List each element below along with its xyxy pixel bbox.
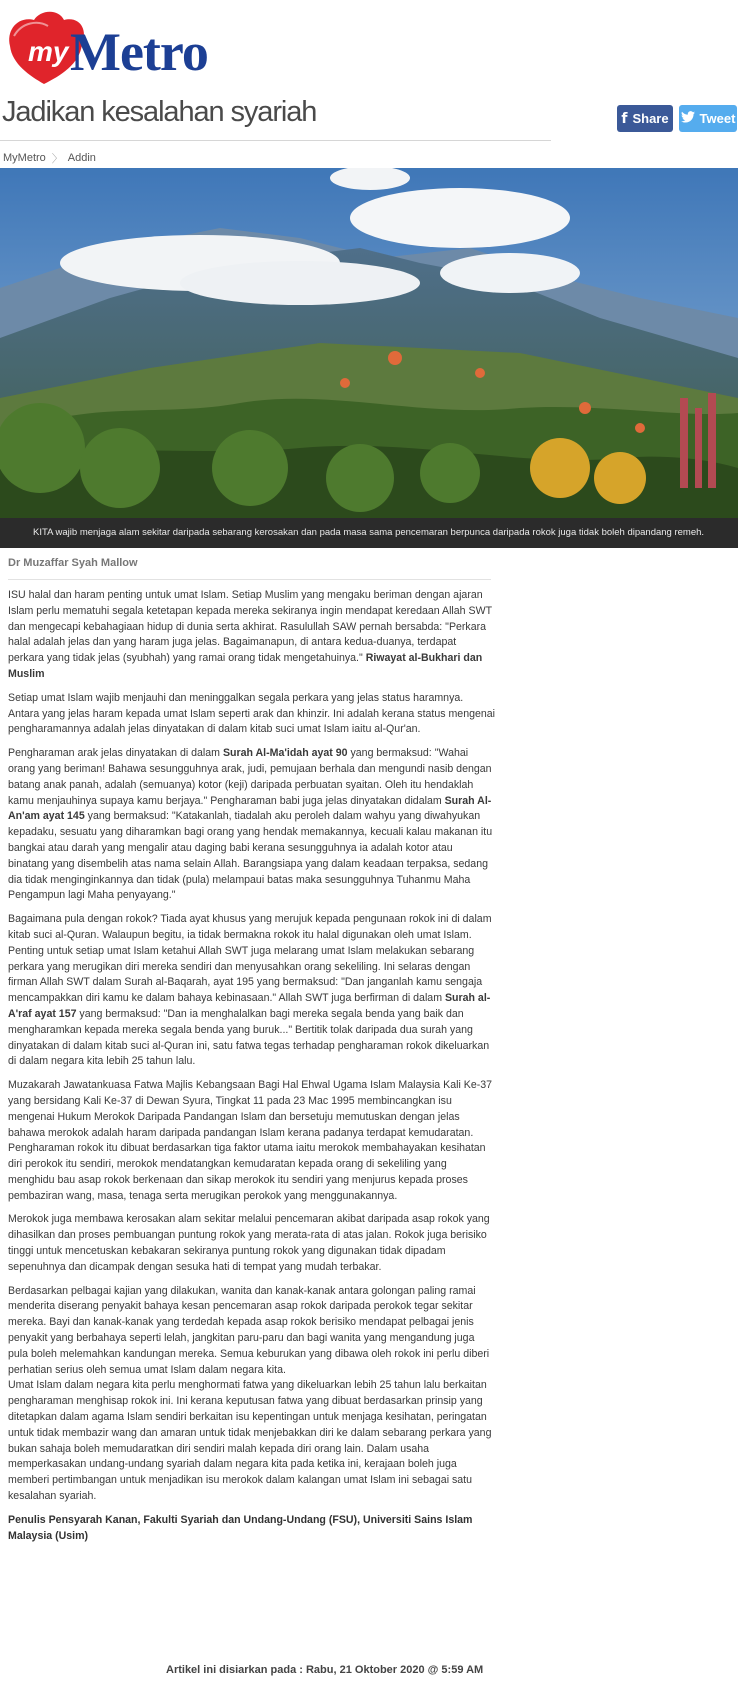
paragraph-7: Berdasarkan pelbagai kajian yang dilakukan, wanita dan kanak-kanak antara golongan paling ramai menderita diserang penyakit bahaya kesan pencemaran asap rokok daripada perokok tegar sekitar mereka. Bayi dan kanak-kanak yang terdedah kepada asap rokok berisiko mendapat pelbagai jenis penyakit yang berbahaya seperti lelah, jangkitan paru-paru dan bagi wanita yang mengandung juga pula boleh melemahkan kandungan mereka. Semua keburukan yang dibawa oleh rokok ini perlu diberi perhatian serius oleh semua umat Islam dalam negara kita.	[8, 1284, 490, 1376]
paragraph-8: Umat Islam dalam negara kita perlu menghormati fatwa yang dikeluarkan lebih 25 tahun lalu berkaitan pengharaman menghisap rokok ini. Ini kerana keputusan fatwa yang dibuat berdasarkan prinsip yang ditetapkan dalam agama Islam sendiri berkaitan isu kepentingan untuk menjaga kesihatan, peringatan untuk tidak membazir wang dan amaran untuk tidak menjebakkan diri ke dalam sebarang perkara yang bukan sahaja boleh memudaratkan diri sendiri malah kepada diri orang lain. Dalam usaha memperkasakan undang-undang syariah dalam negara kita pada ketika ini, kerajaan boleh juga memberi pertimbangan untuk menjadikan isu merokok dalam kalangan umat Islam ini sebagai satu kesalahan syariah.	[8, 1379, 492, 1503]
author-divider	[8, 579, 491, 580]
paragraph-5: Muzakarah Jawatankuasa Fatwa Majlis Kebangsaan Bagi Hal Ehwal Ugama Islam Malaysia Kali Ke-37 yang bersidang Kali Ke-37 di Dewan Syura, Tingkat 11 pada 23 Mac 1995 membincangkan isu mengenai Hukum Merokok Daripada Pandangan Islam dan bersetuju memutuskan dengan jelas bahawa merokok adalah haram daripada pandangan Islam kerana padanya terdapat kemudaratan. Pengharaman rokok itu dibuat berdasarkan tiga faktor utama iaitu merokok membahayakan kesihatan diri perokok itu sendiri, merokok mendatangkan kemudaratan kepada orang di sekeliling yang menghidu bau asap rokok berkenaan dan sikap merokok itu sendiri yang menjurus kepada proses pembaziran wang, masa, tenaga serta merugikan perokok yang menggunakannya.	[8, 1079, 493, 1202]
paragraph-3: Pengharaman arak jelas dinyatakan di dalam Surah Al-Ma'idah ayat 90 yang bermaksud: "Wahai orang yang beriman! Bahawa sesungguhnya arak, judi, pemujaan berhala dan mengundi nasib dengan batang anak panah, adalah (semuanya) kotor (keji) daripada perbuatan syaitan. Oleh itu hendaklah kamu menjauhinya supaya kamu berjaya." Pengharaman babi juga jelas dinyatakan didalam Surah Al-An'am ayat 145 yang bermaksud: "Katakanlah, tiadalah aku peroleh dalam wahyu yang diwahyukan kepadaku, sesuatu yang diharamkan bagi orang yang hendak memakannya, kecuali kalau makanan itu bangkai atau darah yang mengalir atau daging babi kerana sesungguhnya ia adalah kotor atau binatang yang disembelih atas nama selain Allah. Barangsiapa yang dalam keadaan terpaksa, sedang dia tidak menginginkannya dan tidak (pula) melampaui batas maka sesungguhnya Tuhanmu Maha Pengampun lagi Maha penyayang."	[8, 747, 493, 902]
author-note: Penulis Pensyarah Kanan, Fakulti Syariah dan Undang-Undang (FSU), Universiti Sains Islam Malaysia (Usim)	[8, 1513, 473, 1542]
logo-prefix: my	[28, 36, 69, 67]
paragraph-6: Merokok juga membawa kerosakan alam sekitar melalui pencemaran akibat daripada asap rokok yang dihasilkan dan proses pembuangan puntung rokok yang merata-rata di atas jalan. Rokok juga berisiko tinggi untuk mencetuskan kebakaran sekiranya puntung rokok yang digunakan tidak dipadam sepenuhnya dan dicampak dengan sesuka hati di tempat yang mudah terbakar.	[8, 1213, 490, 1273]
facebook-icon: f	[621, 110, 628, 127]
article-body	[8, 588, 495, 1552]
tweet-label: Tweet	[699, 111, 736, 126]
page-title: Jadikan kesalahan syariah	[2, 96, 317, 128]
image-caption: KITA wajib menjaga alam sekitar daripada sebarang kerosakan dan pada masa sama pencemaran berpunca daripada rokok juga tidak boleh dipandang remeh.	[0, 518, 738, 548]
breadcrumb-item-addin[interactable]: Addin	[67, 152, 96, 164]
share-label: Share	[632, 111, 669, 126]
facebook-share-button[interactable]	[617, 105, 673, 132]
author-name[interactable]: Dr Muzaffar Syah Mallow	[8, 557, 138, 569]
paragraph-4: Bagaimana pula dengan rokok? Tiada ayat khusus yang merujuk kepada pengunaan rokok ini di dalam kitab suci al-Quran. Walaupun begitu, ia tidak bermakna rokok itu halal digunakan oleh umat Islam. Penting untuk setiap umat Islam ketahui Allah SWT juga melarang umat Islam melakukan sebarang perkara yang merugikan diri mereka sendiri dan menyusahkan orang sekeliling. Ini selaras dengan firman Allah SWT dalam Surah al-Baqarah, ayat 195 yang bermaksud: "Dan janganlah kamu sengaja mencampakkan diri kamu ke dalam bahaya kebinasaan." Allah SWT juga berfirman di dalam Surah al-A'raf ayat 157 yang bermaksud: "Dan ia menghalalkan bagi mereka segala benda yang baik dan mengharamkan kepada mereka segala benda yang buruk..." Bertitik tolak daripada dua surah yang dinyatakan di dalam kitab suci al-Quran ini, satu fatwa tegas terhadap pengharaman rokok dikeluarkan di dalam negara kita lebih 25 tahun lalu.	[8, 913, 492, 1068]
paragraph-2: Setiap umat Islam wajib menjauhi dan meninggalkan segala perkara yang jelas status haramnya. Antara yang jelas haram kepada umat Islam seperti arak dan khinzir. Ini adalah kerana status mengenai pengharamannya adalah jelas dinyatakan di dalam kitab suci umat Islam iaitu al-Qur'an.	[8, 691, 496, 736]
twitter-bird-icon	[681, 111, 695, 126]
chevron-right-icon: 〉	[51, 153, 63, 165]
mymetro-logo[interactable]	[4, 6, 304, 88]
article-hero-image	[0, 168, 738, 518]
logo-name: Metro	[70, 22, 208, 82]
title-divider	[0, 140, 551, 141]
twitter-tweet-button[interactable]	[679, 105, 737, 132]
paragraph-1: ISU halal dan haram penting untuk umat Islam. Setiap Muslim yang mengaku beriman dengan ajaran Islam perlu mematuhi segala ketetapan kepada mereka sekiranya ingin mendapat keredaan Allah SWT dan mengecapi kebahagiaan hidup di dunia serta akhirat. Rasulullah SAW pernah bersabda: "Perkara halal adalah jelas dan yang haram juga jelas. Bagaimanapun, di antara kedua-duanya, terdapat perkara yang tidak jelas (syubhah) yang ramai orang tidak mengetahuinya." Riwayat al-Bukhari dan Muslim	[8, 589, 492, 680]
published-date: Artikel ini disiarkan pada : Rabu, 21 Oktober 2020 @ 5:59 AM	[166, 1664, 484, 1676]
breadcrumb-item-mymetro[interactable]: MyMetro	[3, 152, 46, 164]
breadcrumb	[3, 150, 96, 166]
